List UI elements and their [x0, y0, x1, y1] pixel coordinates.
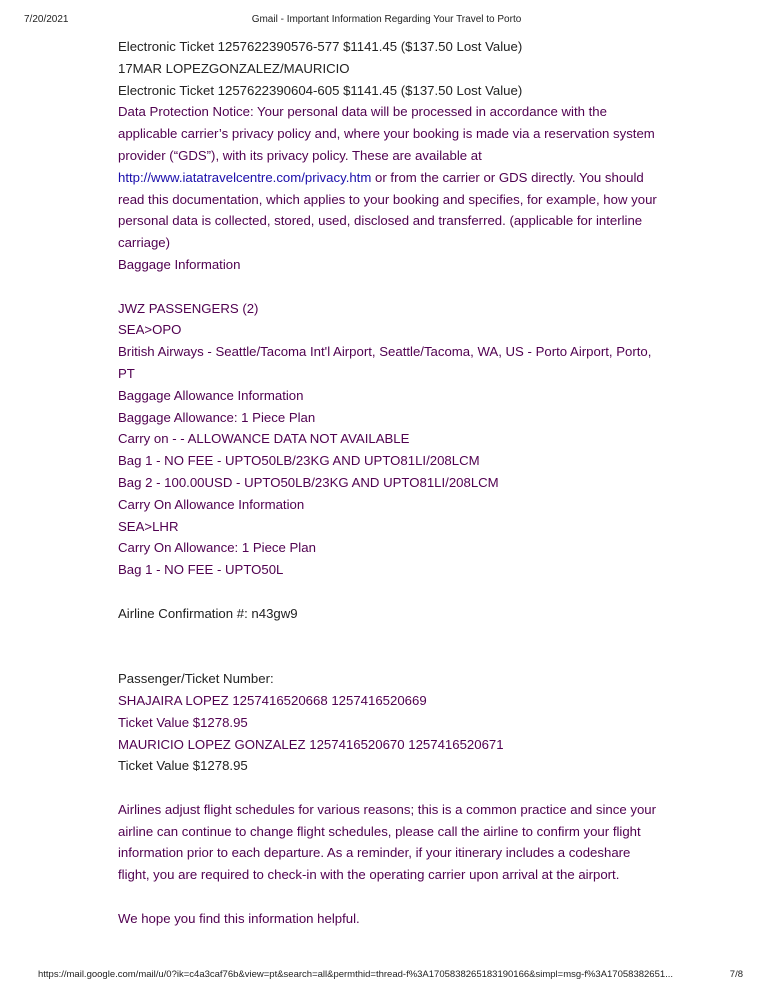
- passenger-2: MAURICIO LOPEZ GONZALEZ 1257416520670 1257416520671: [118, 736, 504, 752]
- privacy-policy-link[interactable]: http://www.iatatravelcentre.com/privacy.htm: [118, 169, 372, 185]
- page-number: 7/8: [729, 969, 743, 980]
- print-header: [24, 14, 749, 28]
- print-url: https://mail.google.com/mail/u/0?ik=c4a3caf76b&view=pt&search=all&permthid=thread-f%3A1705838265183190166&simpl=msg-f%3A17058382651...: [38, 969, 674, 980]
- print-title: Gmail - Important Information Regarding Your Travel to Porto: [251, 14, 522, 25]
- ticket-line-2: Electronic Ticket 1257622390604-605 $1141.45 ($137.50 Lost Value): [118, 82, 523, 98]
- route-sea-opo: SEA>OPO: [118, 322, 182, 338]
- spacer: [118, 581, 663, 603]
- data-protection-notice: [118, 101, 663, 254]
- airline-confirmation: Airline Confirmation #: n43gw9: [118, 605, 298, 621]
- carry-on-line: Carry on - - ALLOWANCE DATA NOT AVAILABLE: [118, 431, 410, 447]
- passenger-ticket-heading: Passenger/Ticket Number:: [118, 671, 274, 687]
- route-sea-lhr: SEA>LHR: [118, 518, 179, 534]
- print-footer: [38, 969, 743, 983]
- carry-on-allowance-heading: Carry On Allowance Information: [118, 496, 305, 512]
- spacer: [118, 886, 663, 908]
- spacer: [118, 646, 663, 668]
- ticket-value-2: Ticket Value $1278.95: [118, 758, 248, 774]
- closing-line: We hope you find this information helpful.: [118, 910, 360, 926]
- bag-2-line: Bag 2 - 100.00USD - UPTO50LB/23KG AND UPTO81LI/208LCM: [118, 474, 499, 490]
- schedule-notice: Airlines adjust flight schedules for various reasons; this is a common practice and since your airline can continue to change flight schedules, please call the airline to confirm your flight information prior to each departure. As a reminder, if your itinerary includes a codeshare flight, you are required to check-in with the operating carrier upon arrival at the airport.: [118, 801, 657, 883]
- baggage-information-heading: Baggage Information: [118, 256, 241, 272]
- flight-description: British Airways - Seattle/Tacoma Int'l Airport, Seattle/Tacoma, WA, US - Porto Airport, Porto, PT: [118, 344, 652, 381]
- passengers-heading: JWZ PASSENGERS (2): [118, 300, 259, 316]
- print-date: 7/20/2021: [24, 14, 69, 25]
- baggage-allowance-plan: Baggage Allowance: 1 Piece Plan: [118, 409, 316, 425]
- data-protection-text-after: or from the carrier or GDS directly. You should read this documentation, which applies to your booking and specifies, for example, how your personal data is collected, stored, used, disclosed and transferred. (applicable for interline carriage): [118, 169, 657, 251]
- spacer: [118, 777, 663, 799]
- spacer: [118, 276, 663, 298]
- passenger-name-line: 17MAR LOPEZGONZALEZ/MAURICIO: [118, 60, 350, 76]
- passenger-1: SHAJAIRA LOPEZ 1257416520668 1257416520669: [118, 692, 427, 708]
- baggage-allowance-heading: Baggage Allowance Information: [118, 387, 304, 403]
- bag-1-line: Bag 1 - NO FEE - UPTO50LB/23KG AND UPTO81LI/208LCM: [118, 453, 480, 469]
- carry-on-bag-1: Bag 1 - NO FEE - UPTO50L: [118, 562, 284, 578]
- carry-on-allowance-plan: Carry On Allowance: 1 Piece Plan: [118, 540, 316, 556]
- spacer: [118, 625, 663, 647]
- data-protection-text-before: Data Protection Notice: Your personal data will be processed in accordance with the applicable carrier’s privacy policy and, where your booking is made via a reservation system provider (“GDS”), with its privacy policy. These are available at: [118, 104, 655, 163]
- ticket-line-1: Electronic Ticket 1257622390576-577 $1141.45 ($137.50 Lost Value): [118, 39, 523, 54]
- email-body: [118, 36, 663, 930]
- ticket-value-1: Ticket Value $1278.95: [118, 714, 248, 730]
